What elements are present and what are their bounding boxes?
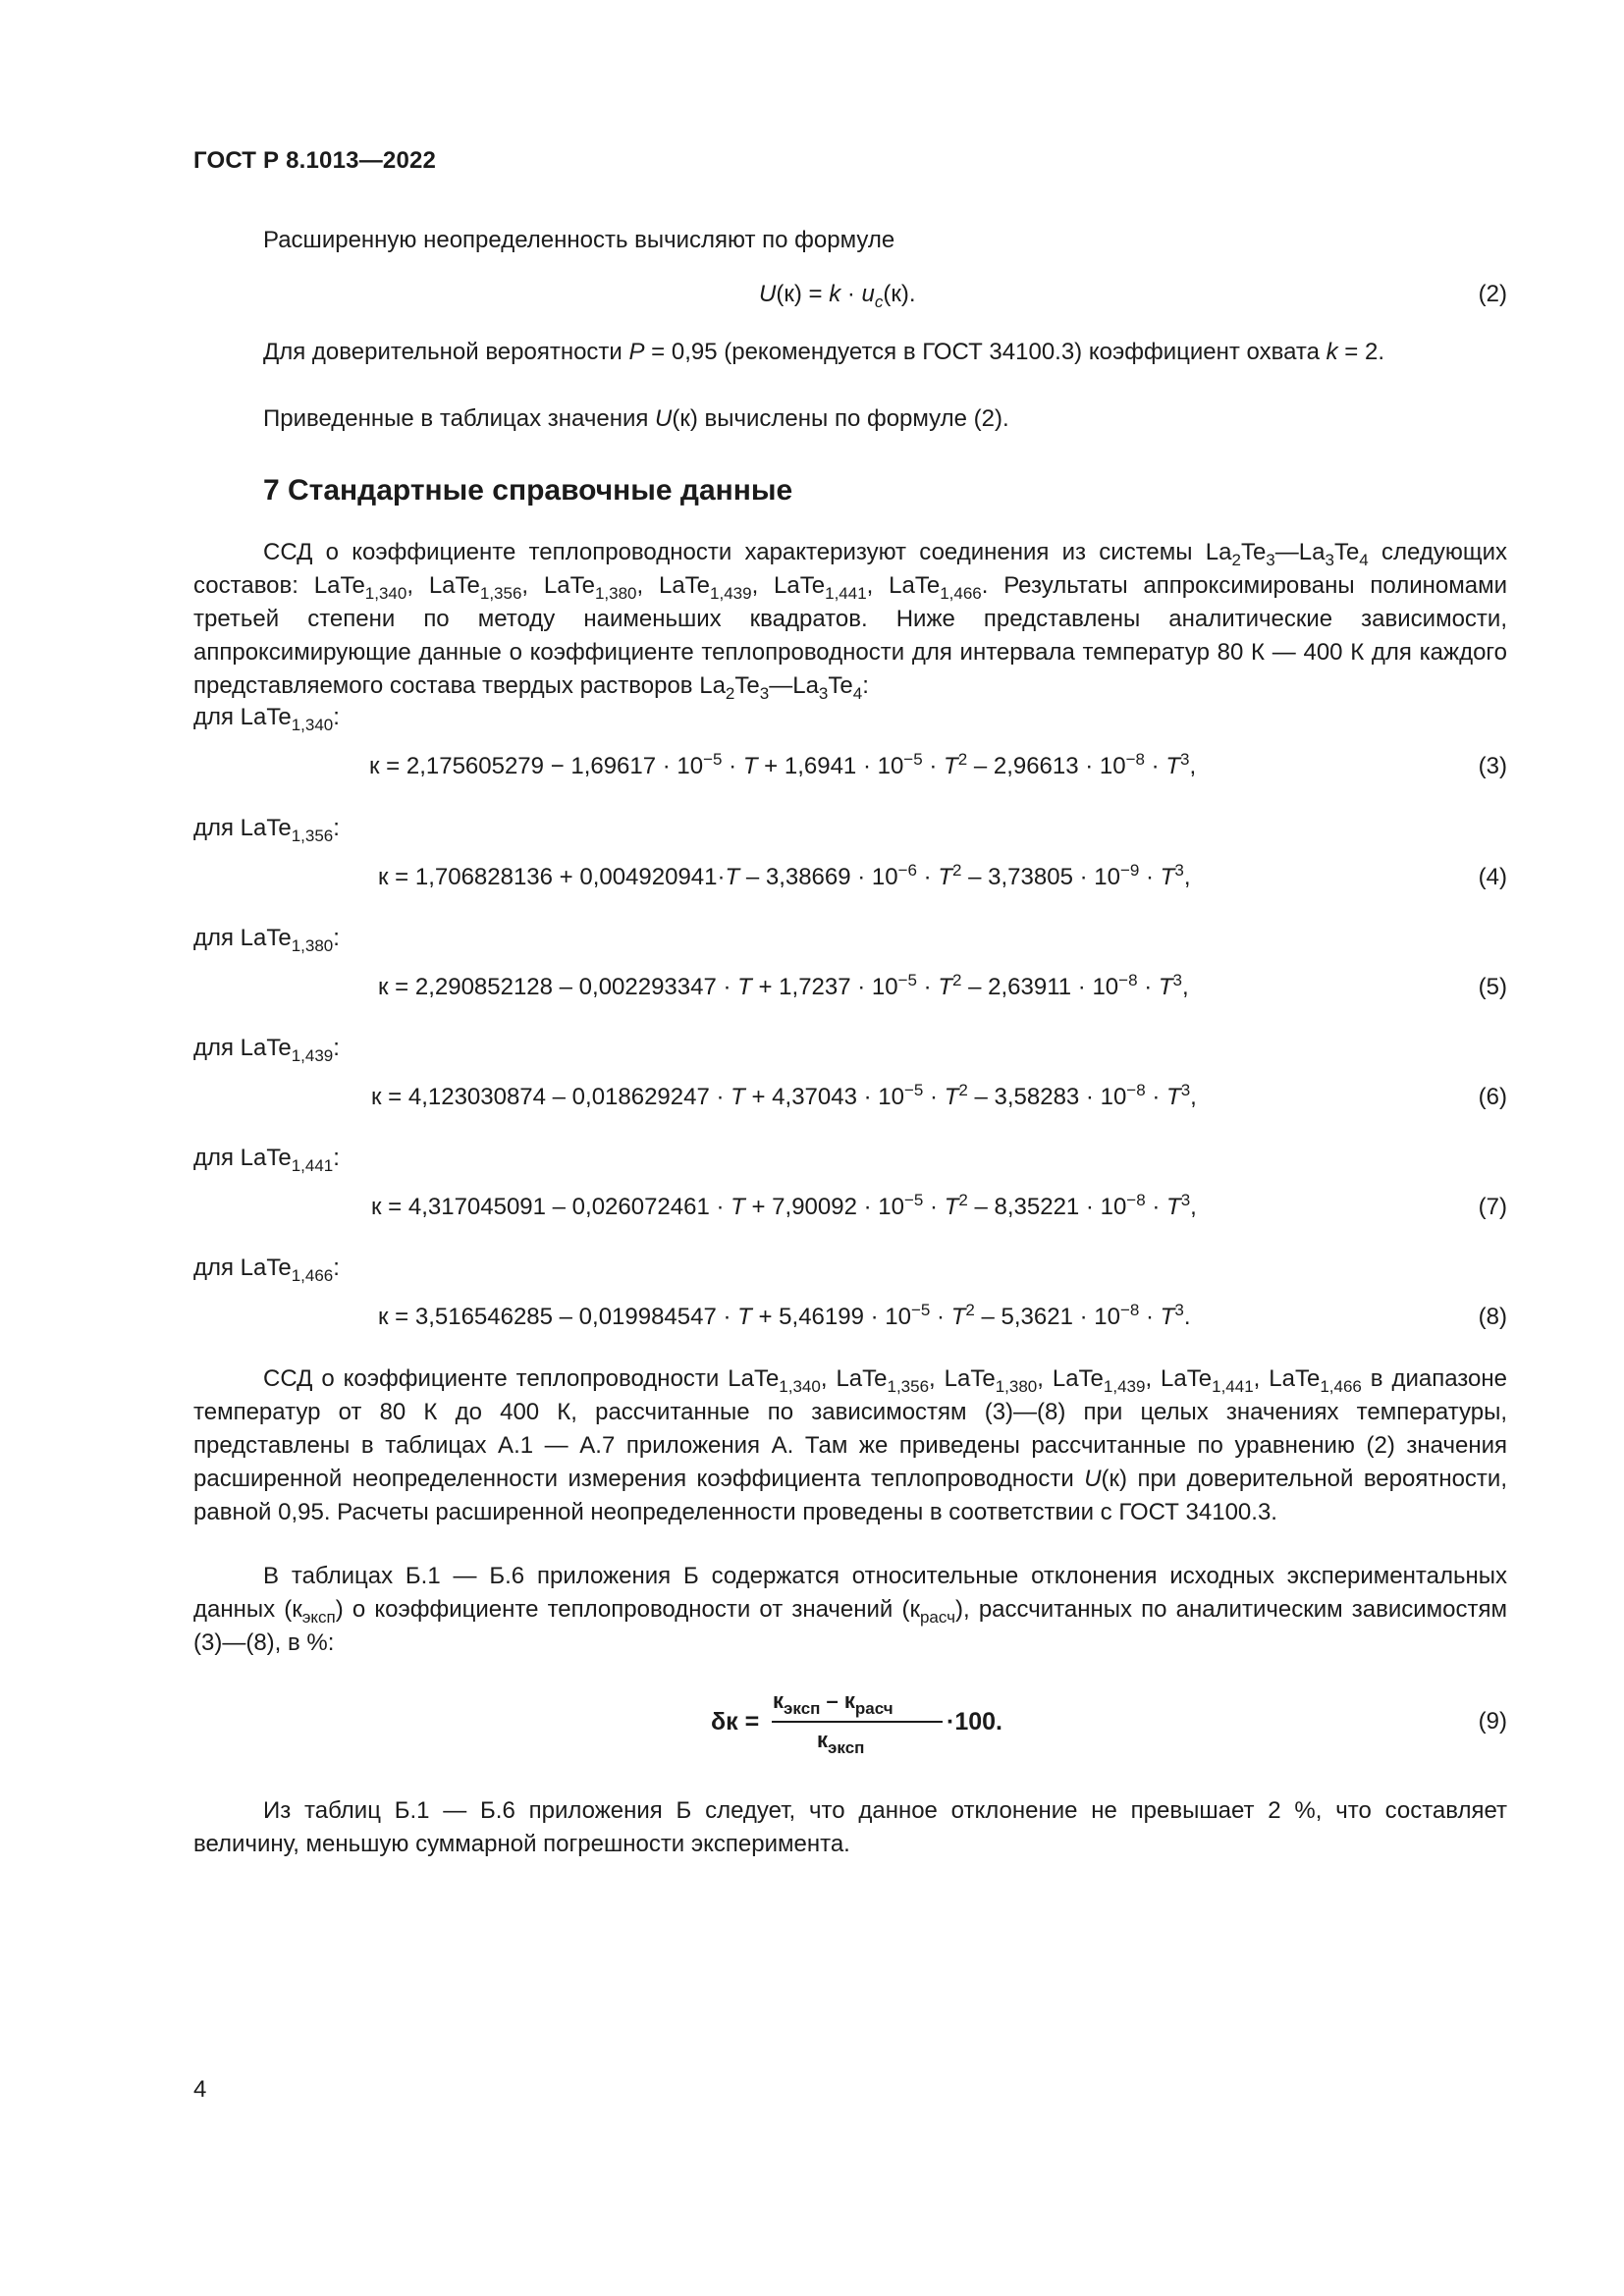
- paragraph-deviations: В таблицах Б.1 — Б.6 приложения Б содержатся относительные отклонения исходных экспериментальных данных $(к_{эксп})$ о коэффициенте теплопроводности от значений $(к_{расч})$, рассчитанных по аналитическим зависимостям (3)—(8), в %:: [193, 1563, 1507, 1656]
- equation-number-8: (8): [1478, 1304, 1507, 1330]
- equation-label-3: для LaTe$_{1,340}$:: [193, 704, 340, 734]
- equation-label-4: для LaTe$_{1,356}$:: [193, 815, 340, 845]
- equation-number-6: (6): [1478, 1084, 1507, 1110]
- paragraph-intro: Расширенную неопределенность вычисляют по формуле: [263, 227, 895, 253]
- equation-number-4: (4): [1478, 864, 1507, 890]
- fraction-bar: [772, 1721, 943, 1723]
- paragraph-results: ССД о коэффициенте теплопроводности LaTe$_{1,340}$, LaTe$_{1,356}$, LaTe$_{1,380}$, LaTe$_{1,439}$, LaTe$_{1,441}$, LaTe$_{1,466}$ в диапазоне температур от 80 К до 400 К, рассчитанные по зависимостям (3)—(8) при целых значениях температуры, представлены в таблицах А.1 — А.7 приложения А. Там же приведены рассчитанные по уравнению (2) значения расширенной неопределенности измерения коэффициента теплопроводности U(к) при доверительной вероятности, равной 0,95. Расчеты расширенной неопределенности проведены в соответствии с ГОСТ 34100.3.: [193, 1365, 1507, 1525]
- equation-7: $к = 4,317045091 - 0,026072461 \cdot T + 7,90092 \cdot 10^{-5} \cdot T^2 - 8,35221 \cdot 10^{-8} \cdot T^3$,: [371, 1191, 1197, 1220]
- equation-9-rhs: ·100.: [947, 1708, 1002, 1735]
- equation-9-lhs: δк =: [711, 1708, 760, 1735]
- paragraph-ssd: ССД о коэффициенте теплопроводности характеризуют соединения из системы $La_2Te_3—La_3Te_4$ следующих составов: LaTe$_{1,340}$, LaTe$_{1,356}$, LaTe$_{1,380}$, LaTe$_{1,439}$, LaTe$_{1,441}$, LaTe$_{1,466}$. Результаты аппроксимированы полиномами третьей степени по методу наименьших квадратов. Ниже представлены аналитические зависимости, аппроксимирующие данные о коэффициенте теплопроводности для интервала температур 80 К — 400 К для каждого представляемого состава твердых растворов $La_2Te_3—La_3Te_4$:: [193, 539, 1507, 703]
- equation-number-3: (3): [1478, 753, 1507, 779]
- equation-9-denominator: $к_{эксп}$: [817, 1728, 865, 1757]
- equation-9: [711, 1686, 1002, 1765]
- equation-number-5: (5): [1478, 974, 1507, 1000]
- paragraph-conclusion: Из таблиц Б.1 — Б.6 приложения Б следует, что данное отклонение не превышает 2 %, что составляет величину, меньшую суммарной погрешности эксперимента.: [193, 1797, 1507, 1857]
- section-heading: 7 Стандартные справочные данные: [263, 474, 793, 507]
- document-header: ГОСТ Р 8.1013—2022: [193, 147, 437, 174]
- page-number: 4: [193, 2076, 207, 2103]
- equation-2: $U(к) = k \cdot u_c(к)$.: [759, 281, 916, 311]
- equation-label-8: для LaTe$_{1,466}$:: [193, 1255, 340, 1285]
- equation-number-7: (7): [1478, 1194, 1507, 1220]
- equation-6: $к = 4,123030874 - 0,018629247 \cdot T + 4,37043 \cdot 10^{-5} \cdot T^2 - 3,58283 \cdot 10^{-8} \cdot T^3$,: [371, 1081, 1197, 1110]
- paragraph-tables-note: Приведенные в таблицах значения U(к) вычислены по формуле (2).: [263, 405, 1009, 432]
- equation-5: $к = 2,290852128 - 0,002293347 \cdot T + 1,7237 \cdot 10^{-5} \cdot T^2 - 2,63911 \cdot 10^{-8} \cdot T^3$,: [378, 971, 1189, 1000]
- equation-4: $к = 1,706828136 + 0,004920941\cdot T - 3,38669 \cdot 10^{-6} \cdot T^2 - 3,73805 \cdot 10^{-9} \cdot T^3$,: [378, 861, 1191, 890]
- equation-8: $к = 3,516546285 - 0,019984547 \cdot T + 5,46199 \cdot 10^{-5} \cdot T^2 - 5,3621 \cdot 10^{-8} \cdot T^3$.: [378, 1301, 1191, 1330]
- paragraph-confidence: Для доверительной вероятности P = 0,95 (рекомендуется в ГОСТ 34100.3) коэффициент охвата k = 2.: [263, 339, 1385, 365]
- equation-label-7: для LaTe$_{1,441}$:: [193, 1145, 340, 1175]
- equation-3: $к = 2,175605279 - 1,69617 \cdot 10^{-5} \cdot T + 1,6941 \cdot 10^{-5} \cdot T^2 - 2,96613 \cdot 10^{-8} \cdot T^3$,: [369, 750, 1197, 779]
- equation-label-6: для LaTe$_{1,439}$:: [193, 1035, 340, 1065]
- equation-number-9: (9): [1478, 1708, 1507, 1735]
- equation-9-numerator: $к_{эксп} - к_{расч}$: [773, 1688, 893, 1718]
- equation-label-5: для LaTe$_{1,380}$:: [193, 925, 340, 955]
- equation-number-2: (2): [1478, 281, 1507, 307]
